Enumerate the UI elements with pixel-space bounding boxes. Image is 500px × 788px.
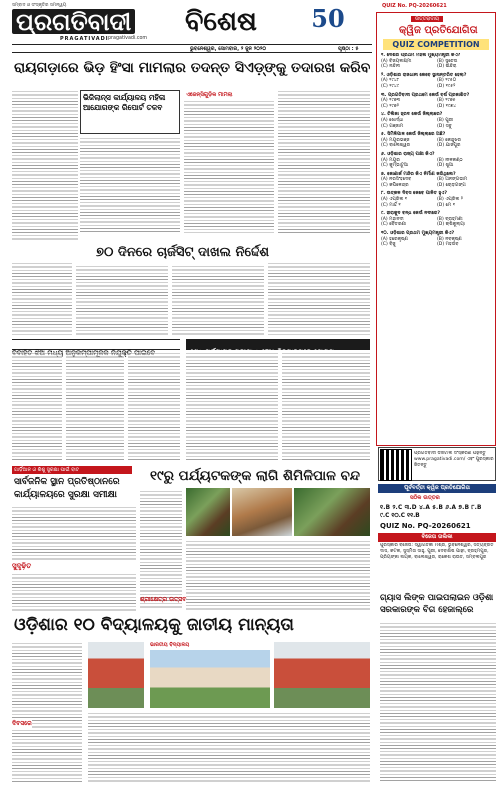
quiz-title-en: QUIZ COMPETITION (383, 39, 489, 50)
article-body (12, 90, 78, 240)
quiz-question-text: ୫. ସିମିଳିପାଳ କେଉଁ ଜିଲ୍ଲାରେ ଅଛି? (381, 132, 446, 138)
subhead-b: ଏଜେନ୍ସିଗୁଡ଼ିକ ମାମଲା (186, 92, 233, 98)
quiz-option[interactable]: (C) ବୈତରଣୀ (381, 222, 406, 228)
article-body (128, 352, 180, 460)
page-number: ପୃଷ୍ଠା : ୫ (338, 46, 359, 52)
quiz-question (381, 53, 493, 70)
bottom-headline: ଓଡ଼ିଶାର ୧୦ ବିଦ୍ୟାଳୟକୁ ଜାତୀୟ ମାନ୍ୟତା (14, 615, 294, 635)
quiz-option[interactable]: (D) ଶୁଆ (437, 163, 454, 169)
quiz-option[interactable]: (B) ପୁରୀ (437, 117, 454, 123)
quiz-option[interactable]: (A) ଏପ୍ରିଲ ୧ (381, 197, 408, 203)
site-url: pragativadi.com (108, 36, 148, 41)
quiz-option[interactable]: (D) ଚୋଡ଼ଗଙ୍ଗ (437, 182, 466, 188)
winners-label: ବିଜେତା ତାଲିକା (378, 533, 496, 542)
quiz-option[interactable]: (D) ସବୁ (437, 123, 452, 129)
answers-line: ୧.B ୨.C ୩.D ୪.A ୫.B ୬.A ୭.B ୮.B (380, 505, 482, 511)
article-body (186, 540, 370, 610)
quiz-option[interactable]: (B) ନୀଳକଣ୍ଠ (437, 157, 463, 163)
date-line: ଭୁବନେଶ୍ୱର, ସୋମବାର, ୨ ଜୁନ ୨୦୨୦ (190, 46, 266, 52)
date-bar (12, 44, 372, 53)
bar-left-headline (12, 339, 180, 350)
quiz-option[interactable]: (A) ମହାନଦୀ (381, 216, 404, 222)
quiz-option[interactable]: (C) କପିଳେନ୍ଦ୍ର (381, 182, 409, 188)
quiz-option[interactable]: (B) ନବକୃଷ୍ଣ (437, 236, 462, 242)
article-body (268, 262, 370, 336)
article-body (172, 265, 264, 335)
simlipal-headline: ୧୯ରୁ ପର୍ଯ୍ୟଟକଙ୍କ ଲାଗି ଶିମିଳିପାଳ ବନ୍ଦ (150, 468, 360, 484)
label-c: ଦିବସରେ (12, 720, 32, 727)
article-body (12, 573, 136, 611)
school-photo-3 (274, 642, 370, 708)
elephant-photo (232, 488, 292, 536)
quiz-option[interactable]: (B) ୧୯୭୫ (437, 98, 456, 104)
quiz-option[interactable]: (B) ସୁଚେତା (437, 58, 458, 64)
article-body (80, 137, 180, 233)
quiz-option[interactable]: (A) ୧୯୪୮ (381, 78, 400, 84)
quiz-option[interactable]: (C) ନନ୍ଦିନୀ (381, 64, 401, 70)
prev-quiz-number: QUIZ No. PQ-20260621 (380, 522, 471, 530)
tiger-photo (186, 488, 230, 536)
subhead-box-a (80, 90, 180, 134)
quiz-option[interactable]: (B) ବ୍ରାହ୍ମଣୀ (437, 216, 463, 222)
quiz-question (381, 112, 493, 129)
quiz-option[interactable]: (C) ୧୯୭୨ (381, 103, 400, 109)
quiz-question (381, 132, 493, 149)
label-a: ସୁଦୃଢ଼ିତ (12, 562, 32, 570)
quiz-option[interactable]: (A) ହରେକୃଷ୍ଣ (381, 236, 408, 242)
school-headline: ସାର୍ବଜନିକ ସ୍ଥାନ ପ୍ରତିଷ୍ଠାନରେ କାର୍ଯ୍ୟାଳୟରେ ସୁରକ୍ଷା ସମୀକ୍ଷା (14, 477, 120, 500)
quiz-question-text: ୭. କୋଣାର୍କ ମନ୍ଦିର କିଏ ନିର୍ମାଣ କରିଥିଲେ? (381, 171, 456, 177)
quiz-question-text: ୩. ପ୍ରଗତିବାଦୀ ପ୍ରଥମେ କେଉଁ ବର୍ଷ ପ୍ରକାଶିତ? (381, 92, 470, 98)
article-body (12, 506, 136, 560)
answers-label: ସଠିକ ଉତ୍ତର (410, 495, 440, 501)
quiz-option[interactable]: (C) ମାର୍ଚ୍ଚ ୧ (381, 202, 401, 208)
quiz-question (381, 211, 493, 228)
quiz-option[interactable]: (A) ୧୯୭୩ (381, 98, 401, 104)
quiz-option[interactable]: (B) ୧୯୫୦ (437, 78, 457, 84)
qr-note: ପ୍ରଗତିବାଦୀ ଡିଜିଟାଲ ସଂସ୍କରଣ ପଢ଼ନ୍ତୁ www.pragativadi.com/ ଏବଂ ପୁରସ୍କାର ଜିତନ୍ତୁ (414, 451, 494, 469)
quiz-title: କ୍ୱିଜ ପ୍ରତିଯୋଗିତା (399, 25, 478, 36)
article-body (184, 100, 274, 233)
quiz-option[interactable]: (C) କୁମ୍ଭାଟୁଆ (381, 163, 409, 169)
quiz-option[interactable]: (A) ନରସିଂହଦେବ (381, 177, 412, 183)
quiz-option[interactable]: (C) ବିଜୁ (381, 242, 396, 248)
quiz-option[interactable]: (A) ମୟୂରଭଞ୍ଜ (381, 137, 410, 143)
deer-photo (294, 488, 370, 536)
quiz-panel (376, 12, 496, 446)
quiz-option[interactable]: (C) ବାଲେଶ୍ୱର (381, 143, 411, 149)
quiz-question-text: ୮. ଉତ୍କଳ ଦିବସ କେବେ ପାଳିତ ହୁଏ? (381, 191, 448, 197)
quiz-option[interactable]: (C) ୧୯୪୯ (381, 83, 400, 89)
anniversary-number: 50 (311, 4, 345, 33)
quiz-question (381, 93, 493, 110)
quiz-question (381, 231, 493, 248)
qr-code-icon[interactable] (381, 450, 411, 480)
winners-list: ପୁରସ୍କାର ବିଜେତା: ସ୍ୱାଗତିକା ମିଶ୍ର, ଭୁବନେଶ୍ୱର, ସତ୍ୟବ୍ରତ ଦାସ, କଟକ, ସୁସ୍ମିତା ସାହୁ, ପୁରୀ, ଦେବାଶିଷ ପାଢ଼ୀ, ବ୍ରହ୍ମପୁର, ପ୍ରିୟଙ୍କା ନାୟକ, ବାଲେଶ୍ୱର, ରାକେଶ ରାଉତ, ସମ୍ବଲପୁର (380, 543, 494, 561)
article-body (282, 352, 370, 460)
quiz-option[interactable]: (D) ମେ ୧ (437, 202, 456, 208)
tagline: ସମ୍ବାଦ ଓ ସଂସ୍କୃତିର ସମନ୍ୱୟ (12, 3, 67, 8)
quiz-question-text: ୨. ଓଡ଼ିଶାର ରାଜଧାନୀ କେବେ ସ୍ଥାନାନ୍ତରିତ ହେଲା? (381, 72, 467, 78)
quiz-question-text: ୧୦. ଓଡ଼ିଶାର ପ୍ରଥମ ମୁଖ୍ୟମନ୍ତ୍ରୀ କିଏ? (381, 231, 455, 237)
quiz-option[interactable]: (D) ୧୯୫୨ (437, 83, 456, 89)
main-headline: ରାୟଗଡ଼ାରେ ଭିଡ଼ ହିଂସା ମାମଲାର ତଦନ୍ତ ସିଏଡ଼୍ଙ୍କୁ ତଦାରଖ କରିବ (14, 60, 370, 76)
article-body (186, 352, 278, 460)
subhead-a: ଭିଜିଲାନ୍ସ କାର୍ଯ୍ୟାଳୟ ମହିଳା ଆଯୋଗଙ୍କ ରିପୋର୍ଟ ତଳବ (83, 93, 166, 112)
article-body (140, 490, 182, 610)
article-body (88, 712, 370, 782)
school-photo-1 (88, 642, 144, 708)
quiz-question-text: ୬. ଓଡ଼ିଶାର ରାଜ୍ୟ ପକ୍ଷୀ କିଏ? (381, 151, 435, 157)
quiz-option[interactable]: (B) ଅନଙ୍ଗଭୀମ (437, 177, 468, 183)
school-tag: ଗାର୍ଡ଼ିଆନ ଓ ଶିଶୁ ସୁରକ୍ଷା ପାଇଁ ବାଟ (12, 466, 132, 474)
quiz-option[interactable]: (B) ଏପ୍ରିଲ ୨ (437, 197, 464, 203)
quiz-option[interactable]: (D) ଇନ୍ଦିରା (437, 64, 457, 70)
article-body (12, 262, 72, 336)
article-body (76, 265, 168, 335)
article-body (12, 352, 62, 460)
quiz-question-text: ୧. ଦେଶର ପ୍ରଥମ ମହିଳା ମୁଖ୍ୟମନ୍ତ୍ରୀ କିଏ? (381, 53, 461, 58)
logo: ପ୍ରଗତିବାଦୀ (12, 9, 135, 34)
article-body (66, 352, 124, 460)
article-body (12, 642, 82, 782)
label-b: ଶ୍ରୀକ୍ଷେତ୍ର ଉତ୍ସବ (140, 596, 187, 603)
right-bottom-headline: ଗ୍ୟାସ ଲିଙ୍କ ପାଇପଲାଇନ ଓଡ଼ିଶା ସରକାରଙ୍କ ବିଗ ହେଜାଲ୍‌ରେ (380, 593, 494, 615)
quiz-option[interactable]: (A) ମୟୂର (381, 157, 400, 163)
headline-chargesheet: ୭୦ ଦିନରେ ଚାର୍ଜସିଟ୍ ଦାଖଲ ନିର୍ଦ୍ଦେଶ (96, 245, 270, 260)
quiz-number-top: QUIZ No. PQ-20260621 (382, 3, 447, 9)
article-body (380, 622, 496, 782)
bar-right-headline (186, 339, 370, 350)
quiz-option[interactable]: (D) ମହତାବ (437, 242, 459, 248)
quiz-option[interactable]: (D) ଯାଜପୁର (437, 143, 461, 149)
qr-block (378, 447, 496, 481)
quiz-header: ଉତ୍ତରାଦାୟ (411, 16, 443, 22)
quiz-option[interactable]: (D) ଋଷିକୁଲ୍ୟା (437, 222, 465, 228)
quiz-question (381, 191, 493, 208)
quiz-question-text: ୪. ଚିଲିକା ହ୍ରଦ କେଉଁ ଜିଲ୍ଲାରେ? (381, 112, 443, 118)
school-caption: ଭାରତୀୟ ବିଦ୍ୟାଳୟ (150, 642, 190, 648)
quiz-option[interactable]: (B) କେନ୍ଦୁଝର (437, 137, 461, 143)
prev-quiz-label: ପୂର୍ବବର୍ତ୍ତୀ କ୍ୱିଜ ପ୍ରତିଯୋଗିତା (378, 484, 496, 493)
section-title: ବିଶେଷ (185, 6, 257, 37)
anniversary-badge (305, 4, 351, 34)
quiz-option[interactable]: (D) ୧୯୭୪ (437, 103, 457, 109)
quiz-option[interactable]: (C) ଗଞ୍ଜାମ (381, 123, 404, 129)
logo-en: PRAGATIVADI (60, 36, 109, 42)
article-body (278, 90, 370, 233)
quiz-option[interactable]: (A) ଖୋର୍ଦ୍ଧା (381, 117, 404, 123)
quiz-question (381, 73, 493, 90)
school-photo-2 (150, 650, 270, 708)
quiz-question (381, 172, 493, 189)
answers-line-2: ୯.C ୧୦.C ୧୧.B (380, 513, 420, 519)
quiz-questions (381, 53, 493, 443)
quiz-question-text: ୯. ହୀରାକୁଦ ବନ୍ଧ କେଉଁ ନଦୀରେ? (381, 211, 441, 217)
quiz-option[interactable]: (A) ବିଜୟଲକ୍ଷ୍ମୀ (381, 58, 412, 64)
quiz-question (381, 152, 493, 169)
